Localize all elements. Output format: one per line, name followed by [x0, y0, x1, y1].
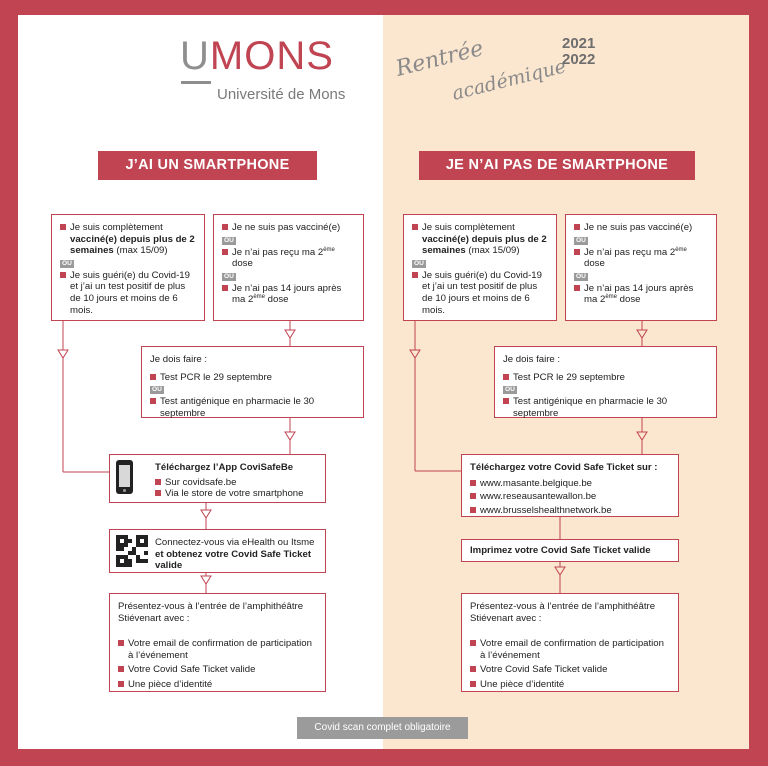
app-title: Téléchargez l’App CoviSafeBe	[155, 462, 294, 473]
box-not-vaccinated-right	[565, 214, 717, 321]
ou-badge: OU	[62, 259, 72, 267]
year-end: 2022	[562, 51, 596, 68]
ou-badge: OU	[152, 386, 162, 394]
university-name: Université de Mons	[217, 86, 346, 103]
present-title: Présentez-vous à l’entrée de l’amphithéâtre Stiévenart avec :	[118, 601, 304, 624]
box-vaccinated-right	[403, 214, 557, 321]
box-present-left	[109, 593, 326, 692]
antigen-test-line: Test antigénique en pharmacie le 30 septembre	[150, 396, 355, 419]
banner-smartphone: J’AI UN SMARTPHONE	[98, 151, 317, 180]
connect-line-3: valide	[155, 560, 183, 572]
present-item: Votre Covid Safe Ticket valide	[118, 664, 317, 676]
present-item: Une pièce d’identité	[118, 679, 317, 691]
ou-badge: OU	[576, 272, 586, 280]
vaccinated-line: Je suis complètement vacciné(e) depuis plus de 2 semaines (max 15/09)	[60, 222, 196, 257]
not-14-days-line: Je n’ai pas 14 jours après ma 2ème dose	[222, 283, 355, 306]
logo-mons: MONS	[209, 34, 334, 78]
not-14-days-line: Je n’ai pas 14 jours après ma 2ème dose	[574, 283, 708, 306]
download-link-brussels[interactable]: www.brusselshealthnetwork.be	[470, 505, 670, 517]
box-download-app	[109, 454, 326, 503]
todo-title: Je dois faire :	[503, 354, 561, 365]
todo-title: Je dois faire :	[150, 354, 208, 365]
download-link-masante[interactable]: www.masante.belgique.be	[470, 478, 670, 490]
pcr-test-line: Test PCR le 29 septembre	[150, 372, 355, 384]
recovered-line: Je suis guéri(e) du Covid-19 et j’ai un test positif de plus de 10 jours et moins de 6 mois.	[412, 270, 548, 316]
download-link-reseausante[interactable]: www.reseausantewallon.be	[470, 491, 670, 503]
ou-badge: OU	[576, 236, 586, 244]
box-connect	[109, 529, 326, 573]
no-second-dose-line: Je n’ai pas reçu ma 2ème dose	[574, 247, 708, 270]
box-present-right	[461, 593, 679, 692]
not-vaccinated-line: Je ne suis pas vacciné(e)	[574, 222, 708, 234]
vaccinated-line: Je suis complètement vacciné(e) depuis plus de 2 semaines (max 15/09)	[412, 222, 548, 257]
ou-badge: OU	[224, 236, 234, 244]
ou-badge: OU	[505, 386, 515, 394]
ou-badge: OU	[224, 272, 234, 280]
box-todo-right	[494, 346, 717, 418]
present-item: Votre Covid Safe Ticket valide	[470, 664, 670, 676]
ou-badge: OU	[414, 259, 424, 267]
qr-code-icon	[116, 535, 148, 567]
recovered-line: Je suis guéri(e) du Covid-19 et j’ai un test positif de plus de 10 jours et moins de 6 mois.	[60, 270, 196, 316]
box-vaccinated-left	[51, 214, 205, 321]
pcr-test-line: Test PCR le 29 septembre	[503, 372, 708, 384]
present-item: Une pièce d’identité	[470, 679, 670, 691]
present-item: Votre email de confirmation de participation à l’événement	[118, 638, 317, 661]
not-vaccinated-line: Je ne suis pas vacciné(e)	[222, 222, 355, 234]
box-print-ticket	[461, 539, 679, 562]
box-download-ticket	[461, 454, 679, 517]
box-todo-left	[141, 346, 364, 418]
year-start: 2021	[562, 35, 596, 52]
app-store-line: Via le store de votre smartphone	[155, 488, 317, 500]
download-title: Téléchargez votre Covid Safe Ticket sur :	[470, 462, 658, 473]
app-site-line: Sur covidsafe.be	[155, 477, 317, 489]
banner-no-smartphone: JE N’AI PAS DE SMARTPHONE	[419, 151, 695, 180]
present-title: Présentez-vous à l’entrée de l’amphithéâtre Stiévenart avec :	[470, 601, 656, 624]
antigen-test-line: Test antigénique en pharmacie le 30 septembre	[503, 396, 708, 419]
connect-line-2: et obtenez votre Covid Safe Ticket	[155, 548, 312, 560]
present-item: Votre email de confirmation de participation à l’événement	[470, 638, 670, 661]
logo-u: U	[180, 34, 210, 78]
academique-word: académique	[449, 55, 569, 105]
covid-scan-badge: Covid scan complet obligatoire	[297, 717, 468, 739]
rentree-word: Rentrée	[393, 35, 486, 82]
connect-line-1: Connectez-vous via eHealth ou Itsme	[155, 537, 315, 548]
no-second-dose-line: Je n’ai pas reçu ma 2ème dose	[222, 247, 355, 270]
smartphone-icon	[116, 460, 133, 494]
box-not-vaccinated-left	[213, 214, 364, 321]
print-title: Imprimez votre Covid Safe Ticket valide	[470, 545, 651, 556]
